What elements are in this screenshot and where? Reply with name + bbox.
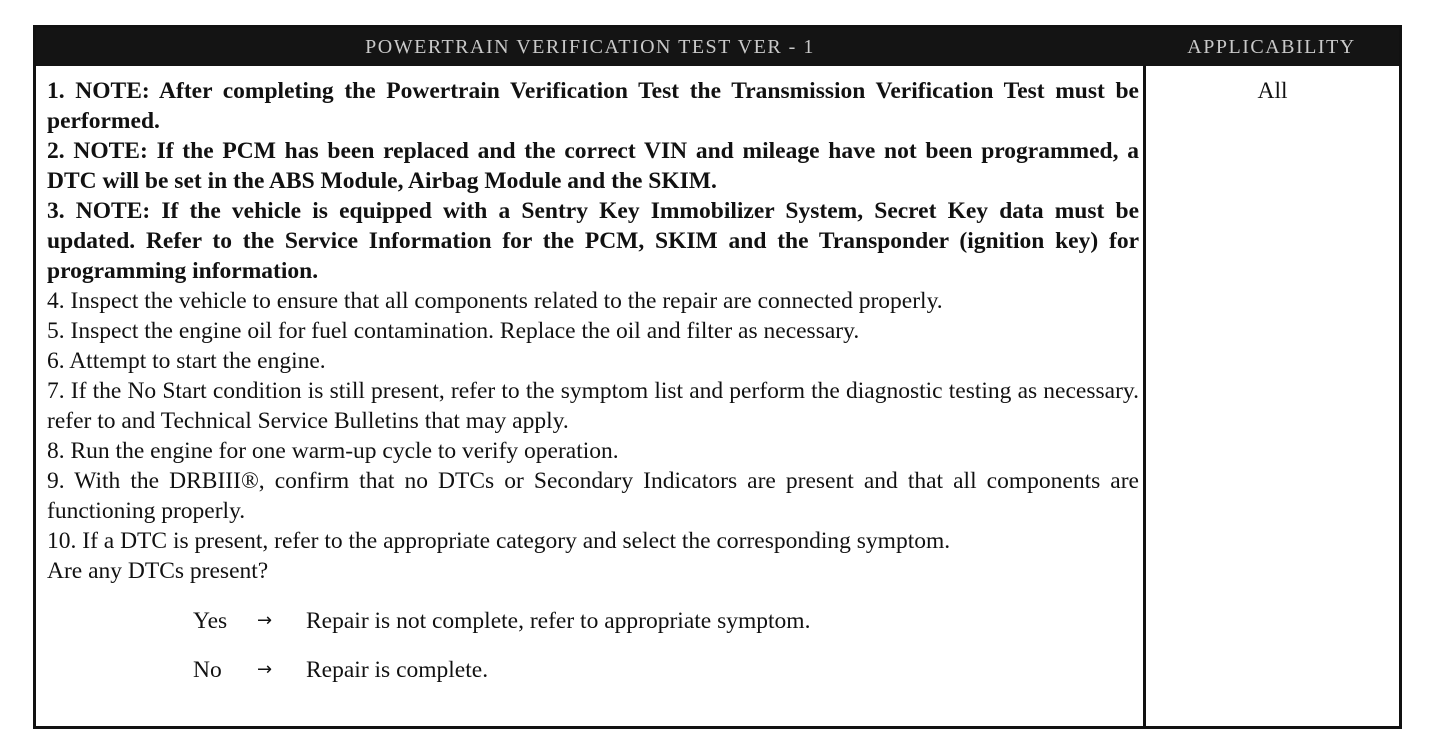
question: Are any DTCs present?	[47, 558, 269, 584]
step-4: 4. Inspect the vehicle to ensure that all components related to the repair are connected properly.	[47, 288, 943, 314]
step-1: 1. NOTE: After completing the Powertrain Verification Test the Transmission Verification Test must be performed.	[47, 78, 1139, 134]
test-title: POWERTRAIN VERIFICATION TEST VER - 1	[365, 36, 815, 58]
answer-yes-label: Yes	[193, 608, 228, 634]
step-9: 9. With the DRBIII®, confirm that no DTCs or Secondary Indicators are present and that all components are functioning properly.	[47, 468, 1139, 524]
arrow-right-icon: →	[257, 610, 273, 631]
applicability-value: All	[1257, 78, 1288, 104]
step-5: 5. Inspect the engine oil for fuel contamination. Replace the oil and filter as necessary.	[47, 318, 860, 344]
answer-no-text: Repair is complete.	[306, 657, 489, 683]
step-6: 6. Attempt to start the engine.	[47, 348, 326, 374]
step-7: 7. If the No Start condition is still present, refer to the symptom list and perform the diagnostic testing as necessary. refer to and Technical Service Bulletins that may apply.	[47, 378, 1139, 434]
answer-no	[47, 655, 1139, 685]
applicability-header: APPLICABILITY	[1187, 36, 1356, 58]
table-header	[36, 28, 1399, 66]
step-8: 8. Run the engine for one warm-up cycle to verify operation.	[47, 438, 619, 464]
verification-test-table	[33, 25, 1402, 729]
column-divider	[1143, 66, 1146, 726]
answer-yes	[47, 606, 1139, 636]
step-10: 10. If a DTC is present, refer to the appropriate category and select the corresponding symptom.	[47, 528, 951, 554]
test-steps	[47, 76, 1139, 685]
arrow-right-icon: →	[257, 659, 273, 680]
step-2: 2. NOTE: If the PCM has been replaced and the correct VIN and mileage have not been programmed, a DTC will be set in the ABS Module, Airbag Module and the SKIM.	[47, 138, 1139, 194]
answer-no-label: No	[193, 657, 222, 683]
answer-yes-text: Repair is not complete, refer to appropriate symptom.	[306, 608, 811, 634]
step-3: 3. NOTE: If the vehicle is equipped with a Sentry Key Immobilizer System, Secret Key data must be updated. Refer to the Service Information for the PCM, SKIM and the Transponder (ignition key) for programming information.	[47, 198, 1139, 284]
